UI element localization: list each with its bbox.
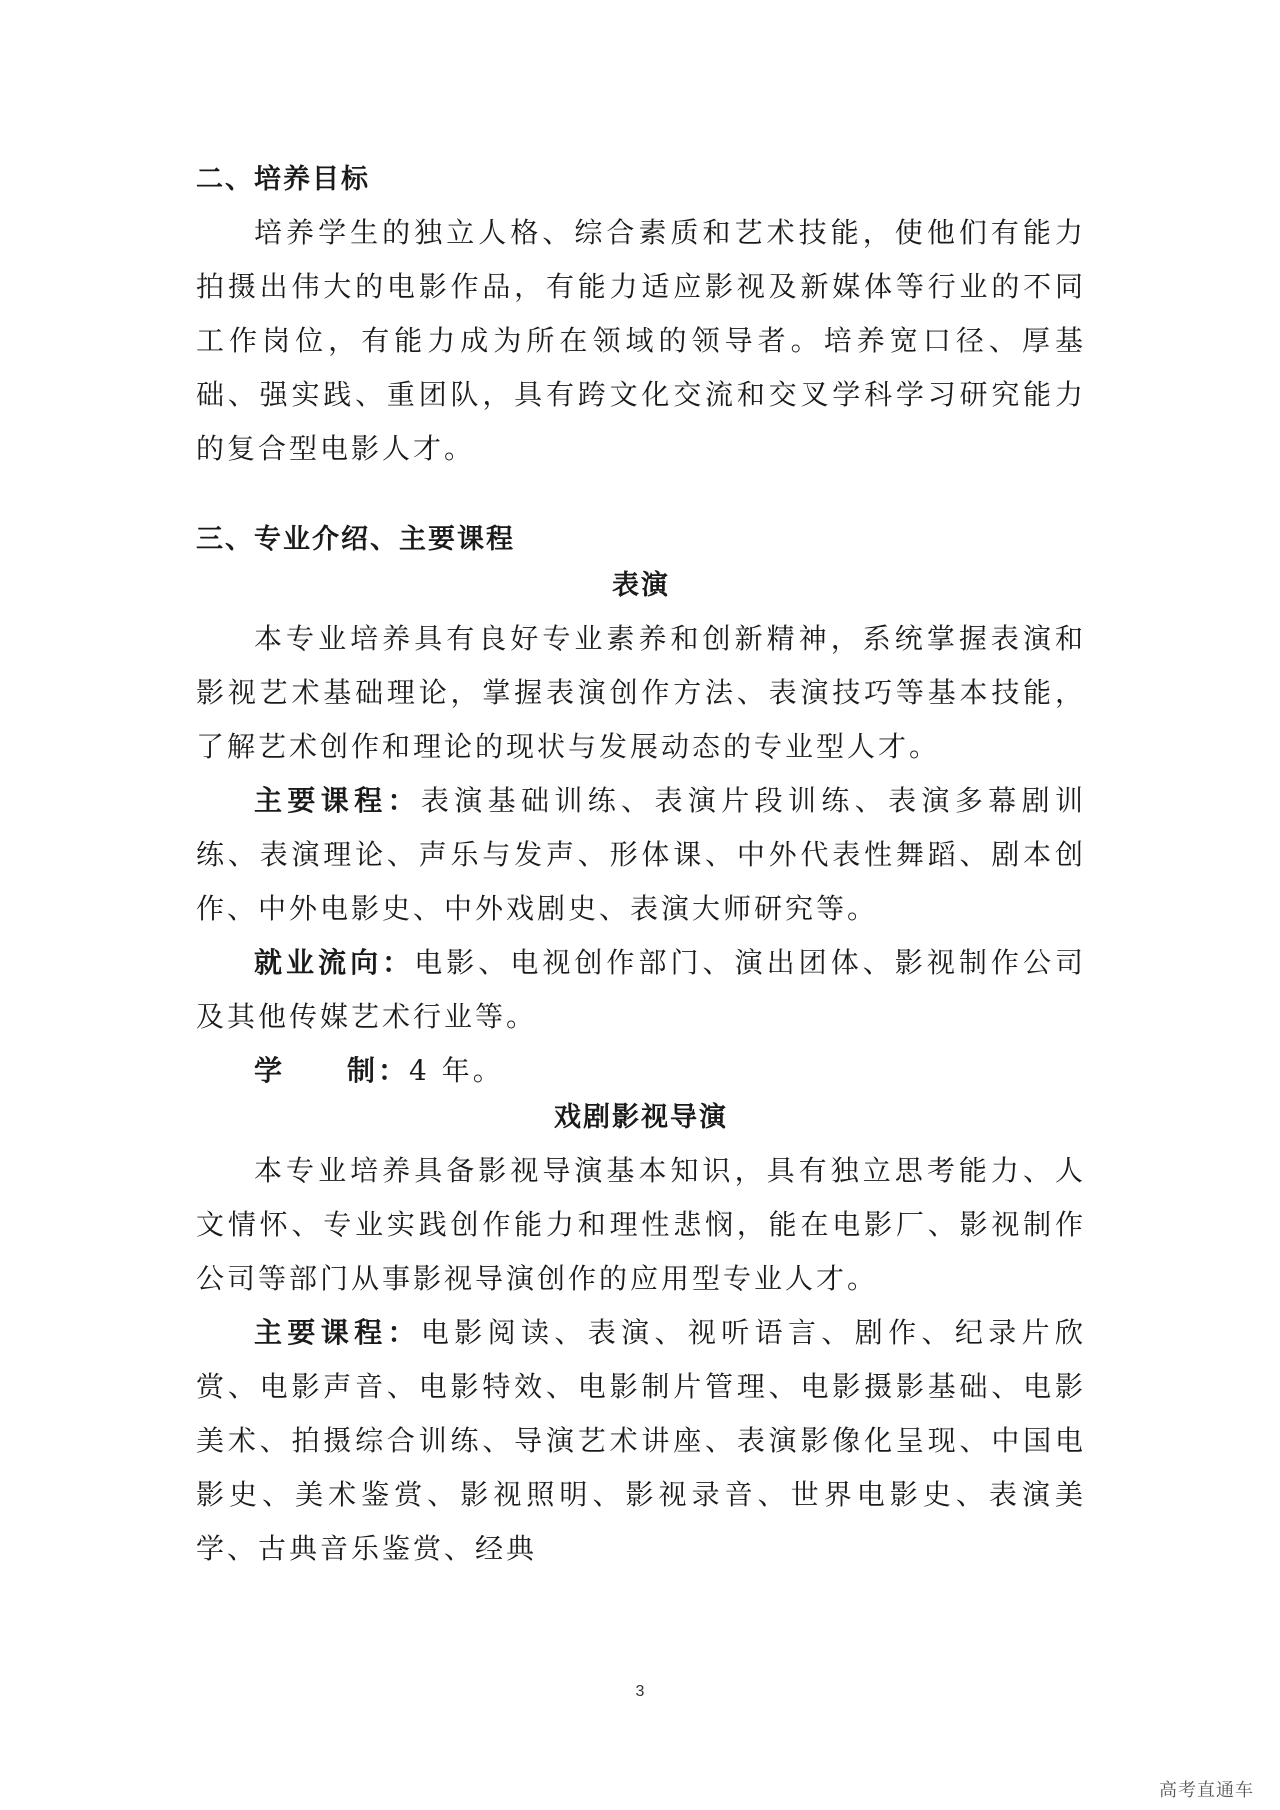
major-title-acting: 表演 [612,570,670,601]
page-content [196,160,1086,1576]
major-courses-acting [196,774,1086,936]
major-career-acting [196,936,1086,1044]
major-intro-acting: 本专业培养具有良好专业素养和创新精神，系统掌握表演和影视艺术基础理论，掌握表演创作方法、表演技巧等基本技能，了解艺术创作和理论的现状与发展动态的专业型人才。 [196,622,1086,763]
page-number: 3 [635,1683,645,1700]
training-goals-paragraph: 培养学生的独立人格、综合素质和艺术技能，使他们有能力拍摄出伟大的电影作品，有能力适应影视及新媒体等行业的不同工作岗位，有能力成为所在领域的领导者。培养宽口径、厚基础、强实践、重团队，具有跨文化交流和交叉学科学习研究能力的复合型电影人才。 [196,216,1086,465]
major-intro-directing: 本专业培养具备影视导演基本知识，具有独立思考能力、人文情怀、专业实践创作能力和理性悲悯，能在电影厂、影视制作公司等部门从事影视导演创作的应用型专业人才。 [196,1154,1086,1295]
watermark-text: 高考直通车 [1159,1780,1254,1801]
courses-label: 主要课程： [254,1316,421,1349]
major-duration-acting [196,1044,1086,1098]
major-courses-directing [196,1306,1086,1576]
courses-text: 表演基础训练、表演片段训练、表演多幕剧训练、表演理论、声乐与发声、形体课、中外代表性舞蹈、剧本创作、中外电影史、中外戏剧史、表演大师研究等。 [196,784,1086,925]
section-heading-training-goals: 二、培养目标 [196,164,370,195]
courses-text: 电影阅读、表演、视听语言、剧作、纪录片欣赏、电影声音、电影特效、电影制片管理、电影摄影基础、电影美术、拍摄综合训练、导演艺术讲座、表演影像化呈现、中国电影史、美术鉴赏、影视照明、影视录音、世界电影史、表演美学、古典音乐鉴赏、经典 [196,1316,1086,1565]
career-label: 就业流向： [254,946,415,979]
major-title-directing: 戏剧影视导演 [554,1102,728,1133]
career-text: 电影、电视创作部门、演出团体、影视制作公司及其他传媒艺术行业等。 [196,946,1086,1033]
duration-label: 学 制： [254,1054,410,1087]
section-heading-majors: 三、专业介绍、主要课程 [196,524,515,555]
duration-text: 4 年。 [409,1054,504,1087]
courses-label: 主要课程： [254,784,421,817]
